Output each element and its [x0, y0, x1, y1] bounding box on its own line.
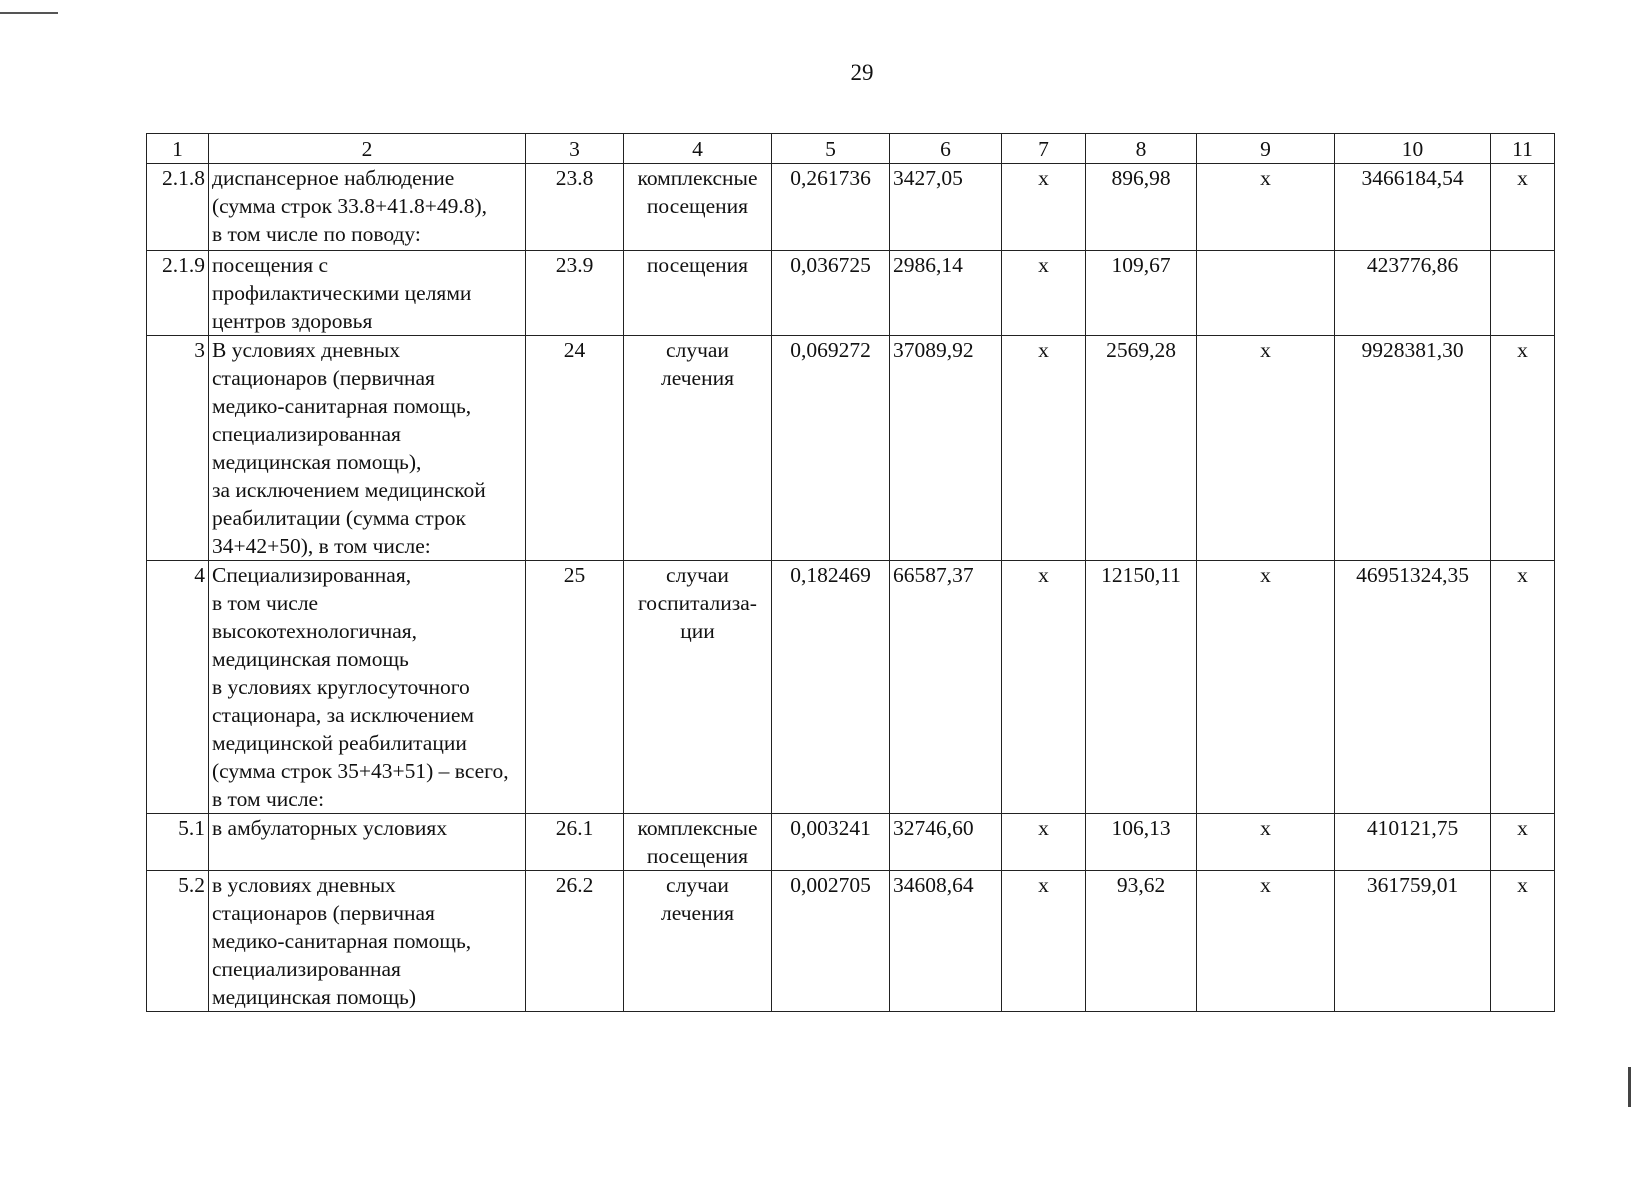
line-number: 26.1 — [526, 814, 624, 871]
scan-edge-mark — [1628, 1067, 1631, 1107]
cell-col-7: х — [1002, 561, 1086, 814]
column-header: 3 — [526, 134, 624, 164]
row-number: 5.2 — [147, 871, 209, 1012]
cell-col-7: х — [1002, 164, 1086, 251]
cell-col-9: х — [1197, 336, 1335, 561]
column-header: 10 — [1335, 134, 1491, 164]
unit-of-measure: комплексные посещения — [624, 814, 772, 871]
row-name: в условиях дневных стационаров (первичная медико-санитарная помощь, специализированная медицинская помощь) — [209, 871, 526, 1012]
cell-col-7: х — [1002, 251, 1086, 336]
row-number: 4 — [147, 561, 209, 814]
table-row — [147, 871, 1555, 1012]
cell-col-11: х — [1491, 336, 1555, 561]
line-number: 26.2 — [526, 871, 624, 1012]
cost-value: 2986,14 — [890, 251, 1002, 336]
row-name: посещения с профилактическими целями центров здоровья — [209, 251, 526, 336]
column-header: 11 — [1491, 134, 1555, 164]
cell-col-8: 109,67 — [1086, 251, 1197, 336]
row-number: 2.1.9 — [147, 251, 209, 336]
cell-col-11: х — [1491, 561, 1555, 814]
cell-col-9: х — [1197, 871, 1335, 1012]
cell-col-11: х — [1491, 814, 1555, 871]
line-number: 23.9 — [526, 251, 624, 336]
row-name: диспансерное наблюдение (сумма строк 33.8+41.8+49.8), в том числе по поводу: — [209, 164, 526, 251]
cell-col-7: х — [1002, 336, 1086, 561]
column-number-row — [147, 134, 1555, 164]
row-number: 3 — [147, 336, 209, 561]
unit-of-measure: случаи лечения — [624, 336, 772, 561]
cell-col-10: 410121,75 — [1335, 814, 1491, 871]
cell-col-9: х — [1197, 164, 1335, 251]
line-number: 25 — [526, 561, 624, 814]
cost-value: 66587,37 — [890, 561, 1002, 814]
cell-col-10: 9928381,30 — [1335, 336, 1491, 561]
unit-of-measure: случаи госпитализа- ции — [624, 561, 772, 814]
row-name: Специализированная, в том числе высокотехнологичная, медицинская помощь в условиях круглосуточного стационара, за исключением медицинской реабилитации (сумма строк 35+43+51) – всего, в том числе: — [209, 561, 526, 814]
table-row — [147, 814, 1555, 871]
table-row — [147, 251, 1555, 336]
cell-col-10: 46951324,35 — [1335, 561, 1491, 814]
cost-value: 34608,64 — [890, 871, 1002, 1012]
column-header: 7 — [1002, 134, 1086, 164]
line-number: 24 — [526, 336, 624, 561]
cell-col-8: 106,13 — [1086, 814, 1197, 871]
cell-col-9: х — [1197, 814, 1335, 871]
cost-value: 3427,05 — [890, 164, 1002, 251]
row-name: в амбулаторных условиях — [209, 814, 526, 871]
column-header: 9 — [1197, 134, 1335, 164]
cell-col-10: 361759,01 — [1335, 871, 1491, 1012]
scan-corner-mark — [0, 0, 58, 14]
column-header: 8 — [1086, 134, 1197, 164]
cell-col-11: х — [1491, 871, 1555, 1012]
unit-of-measure: случаи лечения — [624, 871, 772, 1012]
row-name: В условиях дневных стационаров (первичная медико-санитарная помощь, специализированная медицинская помощь), за исключением медицинской реабилитации (сумма строк 34+42+50), в том числе: — [209, 336, 526, 561]
column-header: 5 — [772, 134, 890, 164]
page-number: 29 — [850, 60, 874, 85]
unit-of-measure: посещения — [624, 251, 772, 336]
cell-col-8: 2569,28 — [1086, 336, 1197, 561]
table-row — [147, 336, 1555, 561]
cell-col-10: 3466184,54 — [1335, 164, 1491, 251]
cell-col-10: 423776,86 — [1335, 251, 1491, 336]
norm-value: 0,002705 — [772, 871, 890, 1012]
column-header: 4 — [624, 134, 772, 164]
table-row — [147, 561, 1555, 814]
column-header: 6 — [890, 134, 1002, 164]
cost-value: 37089,92 — [890, 336, 1002, 561]
cell-col-8: 93,62 — [1086, 871, 1197, 1012]
data-table — [146, 133, 1555, 1012]
table-row — [147, 164, 1555, 251]
norm-value: 0,003241 — [772, 814, 890, 871]
cell-col-8: 12150,11 — [1086, 561, 1197, 814]
norm-value: 0,036725 — [772, 251, 890, 336]
norm-value: 0,182469 — [772, 561, 890, 814]
cell-col-11 — [1491, 251, 1555, 336]
column-header: 1 — [147, 134, 209, 164]
row-number: 2.1.8 — [147, 164, 209, 251]
cell-col-9 — [1197, 251, 1335, 336]
norm-value: 0,261736 — [772, 164, 890, 251]
cell-col-9: х — [1197, 561, 1335, 814]
norm-value: 0,069272 — [772, 336, 890, 561]
cell-col-7: х — [1002, 814, 1086, 871]
line-number: 23.8 — [526, 164, 624, 251]
cell-col-11: х — [1491, 164, 1555, 251]
column-header: 2 — [209, 134, 526, 164]
row-number: 5.1 — [147, 814, 209, 871]
unit-of-measure: комплексные посещения — [624, 164, 772, 251]
cost-value: 32746,60 — [890, 814, 1002, 871]
cell-col-8: 896,98 — [1086, 164, 1197, 251]
cell-col-7: х — [1002, 871, 1086, 1012]
